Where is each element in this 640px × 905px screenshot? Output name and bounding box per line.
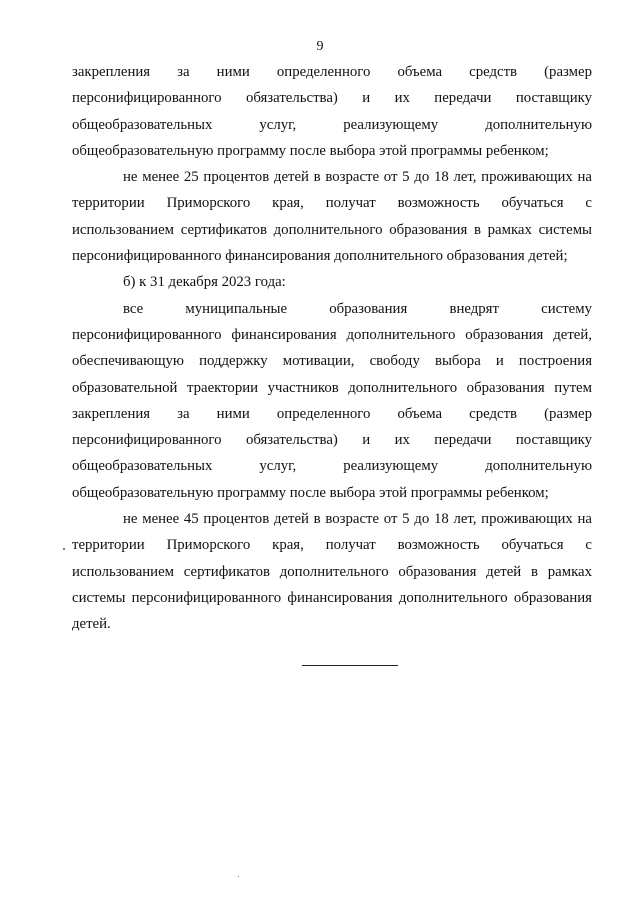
scan-speck [238,876,239,877]
text-line: общеобразовательную программу после выбора этой программы ребенком; [72,142,549,159]
text-line: образовательной траектории участников дополнительного образования путем [72,379,592,396]
text-line: территории Приморского края, получат возможность обучаться с [72,195,592,212]
end-separator-line [302,665,398,666]
text-line: территории Приморского края, получат возможность обучаться с [72,537,592,554]
paragraph-45-percent [72,506,592,637]
text-line: детей. [72,616,111,633]
text-line: использованием сертификатов дополнительного образования детей в рамках [72,563,592,580]
text-line: общеобразовательных услуг, реализующему дополнительную [72,458,592,475]
text-line: персонифицированного обязательства) и их передачи поставщику [72,432,592,449]
paragraph-deadline-2023 [72,269,592,295]
text-line: обеспечивающую поддержку мотивации, свободу выбора и построения [72,353,592,370]
text-line: системы персонифицированного финансирования дополнительного образования [72,589,592,606]
text-line: использованием сертификатов дополнительного образования в рамках системы [72,221,592,238]
text-line: закрепления за ними определенного объема средств (размер [72,405,592,422]
text-line: персонифицированного обязательства) и их передачи поставщику [72,90,592,107]
text-line: персонифицированного финансирования дополнительного образования детей; [72,248,568,265]
paragraph-continuation [72,59,592,164]
text-line: общеобразовательных услуг, реализующему дополнительную [72,116,592,133]
text-line: персонифицированного финансирования дополнительного образования детей, [72,326,592,343]
text-line: общеобразовательную программу после выбора этой программы ребенком; [72,484,549,501]
text-line: не менее 45 процентов детей в возрасте от 5 до 18 лет, проживающих на [123,511,592,528]
document-body [72,59,592,638]
text-line: закрепления за ними определенного объема средств (размер [72,64,592,80]
paragraph-municipalities [72,296,592,506]
page-number: 9 [316,39,324,54]
paragraph-25-percent [72,164,592,269]
text-line: б) к 31 декабря 2023 года: [123,274,286,291]
text-line: не менее 25 процентов детей в возрасте от 5 до 18 лет, проживающих на [123,169,592,186]
text-line: все муниципальные образования внедрят систему [123,300,592,317]
scan-speck [63,548,65,550]
